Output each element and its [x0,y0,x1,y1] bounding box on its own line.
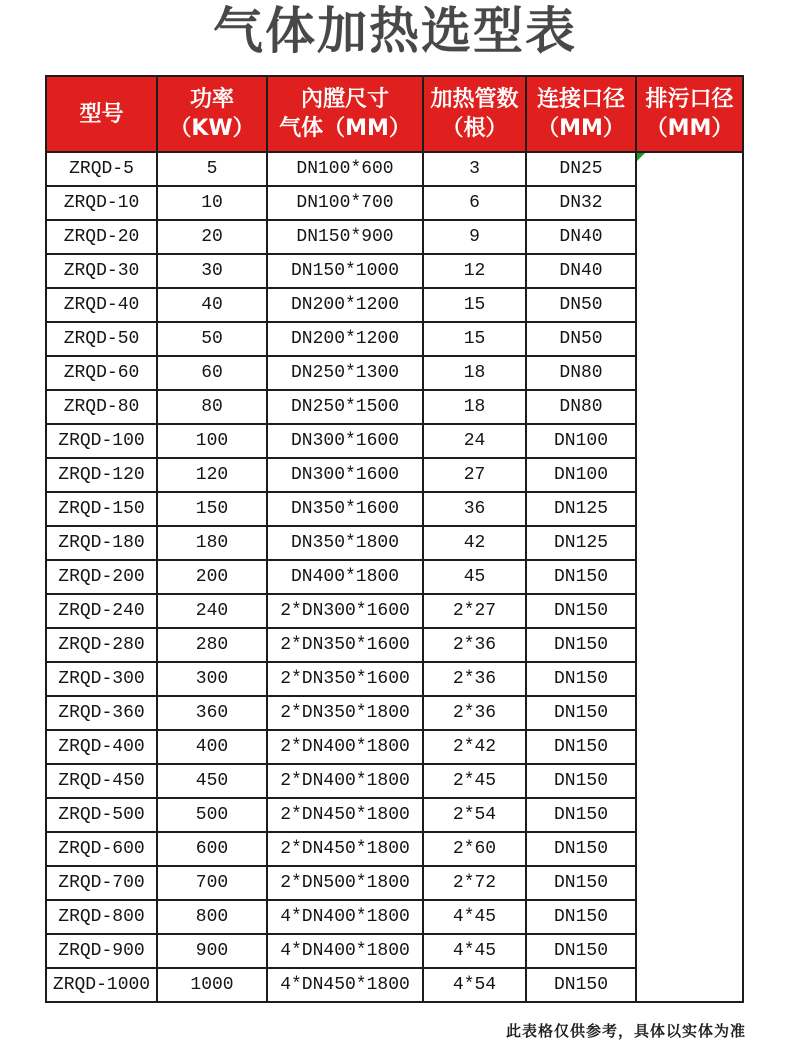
connection-diameter-cell: DN80 [526,356,636,390]
model-cell: ZRQD-100 [46,424,157,458]
header-connection-diameter [526,76,636,152]
power-cell: 450 [157,764,267,798]
connection-diameter-cell: DN150 [526,866,636,900]
connection-diameter-cell: DN50 [526,322,636,356]
tube-count-cell: 18 [423,356,526,390]
model-cell: ZRQD-900 [46,934,157,968]
power-cell: 800 [157,900,267,934]
power-cell: 280 [157,628,267,662]
model-cell: ZRQD-700 [46,866,157,900]
model-cell: ZRQD-240 [46,594,157,628]
tube-count-cell: 2*27 [423,594,526,628]
tube-count-cell: 15 [423,288,526,322]
connection-diameter-cell: DN40 [526,254,636,288]
model-cell: ZRQD-280 [46,628,157,662]
power-cell: 400 [157,730,267,764]
chamber-size-cell: 4*DN450*1800 [267,968,423,1002]
chamber-size-cell: DN350*1600 [267,492,423,526]
connection-diameter-cell: DN150 [526,696,636,730]
header-line: 气体（MM） [279,116,411,141]
connection-diameter-cell: DN150 [526,934,636,968]
tube-count-cell: 2*72 [423,866,526,900]
tube-count-cell: 45 [423,560,526,594]
model-cell: ZRQD-150 [46,492,157,526]
power-cell: 20 [157,220,267,254]
connection-diameter-cell: DN100 [526,424,636,458]
connection-diameter-cell: DN150 [526,662,636,696]
tube-count-cell: 24 [423,424,526,458]
gas-heater-selection-table [45,75,744,1003]
model-cell: ZRQD-120 [46,458,157,492]
tube-count-cell: 4*54 [423,968,526,1002]
model-cell: ZRQD-30 [46,254,157,288]
tube-count-cell: 4*45 [423,934,526,968]
connection-diameter-cell: DN150 [526,560,636,594]
tube-count-cell: 36 [423,492,526,526]
table-row [46,152,743,186]
power-cell: 500 [157,798,267,832]
model-cell: ZRQD-450 [46,764,157,798]
chamber-size-cell: 2*DN400*1800 [267,764,423,798]
chamber-size-cell: 2*DN450*1800 [267,832,423,866]
header-line: 功率 [189,87,234,112]
power-cell: 150 [157,492,267,526]
connection-diameter-cell: DN125 [526,492,636,526]
header-row [46,76,743,152]
tube-count-cell: 2*36 [423,662,526,696]
connection-diameter-cell: DN80 [526,390,636,424]
page-title: 气体加热选型表 [213,2,577,60]
connection-diameter-cell: DN40 [526,220,636,254]
header-line: （MM） [645,116,734,141]
model-cell: ZRQD-800 [46,900,157,934]
tube-count-cell: 12 [423,254,526,288]
chamber-size-cell: DN250*1300 [267,356,423,390]
power-cell: 5 [157,152,267,186]
header-line: 连接口径 [536,87,625,112]
connection-diameter-cell: DN150 [526,832,636,866]
tube-count-cell: 4*45 [423,900,526,934]
model-cell: ZRQD-600 [46,832,157,866]
tube-count-cell: 2*60 [423,832,526,866]
chamber-size-cell: DN300*1600 [267,458,423,492]
chamber-size-cell: DN250*1500 [267,390,423,424]
model-cell: ZRQD-60 [46,356,157,390]
connection-diameter-cell: DN50 [526,288,636,322]
table-header [46,76,743,152]
header-line: （KW） [169,116,255,141]
power-cell: 360 [157,696,267,730]
chamber-size-cell: 2*DN350*1600 [267,628,423,662]
connection-diameter-cell: DN150 [526,730,636,764]
header-chamber-size [267,76,423,152]
chamber-size-cell: DN200*1200 [267,322,423,356]
chamber-size-cell: 2*DN350*1800 [267,696,423,730]
model-cell: ZRQD-180 [46,526,157,560]
power-cell: 50 [157,322,267,356]
header-power [157,76,267,152]
power-cell: 1000 [157,968,267,1002]
connection-diameter-cell: DN150 [526,798,636,832]
header-line: （根） [441,116,508,141]
power-cell: 180 [157,526,267,560]
header-line: 內膛尺寸 [300,87,389,112]
connection-diameter-cell: DN150 [526,628,636,662]
connection-diameter-cell: DN100 [526,458,636,492]
connection-diameter-cell: DN125 [526,526,636,560]
chamber-size-cell: DN150*1000 [267,254,423,288]
power-cell: 10 [157,186,267,220]
connection-diameter-cell: DN32 [526,186,636,220]
tube-count-cell: 2*45 [423,764,526,798]
chamber-size-cell: 4*DN400*1800 [267,900,423,934]
tube-count-cell: 3 [423,152,526,186]
connection-diameter-cell: DN150 [526,764,636,798]
model-cell: ZRQD-40 [46,288,157,322]
chamber-size-cell: DN350*1800 [267,526,423,560]
model-cell: ZRQD-360 [46,696,157,730]
cell-corner-marker-icon [637,153,645,161]
tube-count-cell: 2*54 [423,798,526,832]
drain-diameter-cell [636,152,743,1002]
power-cell: 600 [157,832,267,866]
connection-diameter-cell: DN150 [526,594,636,628]
chamber-size-cell: 2*DN350*1600 [267,662,423,696]
model-cell: ZRQD-400 [46,730,157,764]
chamber-size-cell: DN100*700 [267,186,423,220]
header-line: 排污口径 [645,87,734,112]
chamber-size-cell: 2*DN500*1800 [267,866,423,900]
power-cell: 120 [157,458,267,492]
power-cell: 240 [157,594,267,628]
chamber-size-cell: 2*DN400*1800 [267,730,423,764]
connection-diameter-cell: DN150 [526,900,636,934]
chamber-size-cell: 2*DN450*1800 [267,798,423,832]
chamber-size-cell: 2*DN300*1600 [267,594,423,628]
header-line: 加热管数 [430,87,519,112]
header-drain-diameter [636,76,743,152]
connection-diameter-cell: DN150 [526,968,636,1002]
tube-count-cell: 27 [423,458,526,492]
power-cell: 100 [157,424,267,458]
power-cell: 200 [157,560,267,594]
power-cell: 80 [157,390,267,424]
model-cell: ZRQD-10 [46,186,157,220]
tube-count-cell: 6 [423,186,526,220]
tube-count-cell: 2*42 [423,730,526,764]
chamber-size-cell: DN150*900 [267,220,423,254]
model-cell: ZRQD-50 [46,322,157,356]
chamber-size-cell: DN200*1200 [267,288,423,322]
tube-count-cell: 42 [423,526,526,560]
table-body [46,152,743,1002]
power-cell: 30 [157,254,267,288]
tube-count-cell: 9 [423,220,526,254]
chamber-size-cell: DN300*1600 [267,424,423,458]
model-cell: ZRQD-20 [46,220,157,254]
chamber-size-cell: DN100*600 [267,152,423,186]
tube-count-cell: 2*36 [423,628,526,662]
header-model [46,76,157,152]
model-cell: ZRQD-300 [46,662,157,696]
model-cell: ZRQD-1000 [46,968,157,1002]
model-cell: ZRQD-80 [46,390,157,424]
header-tube-count [423,76,526,152]
connection-diameter-cell: DN25 [526,152,636,186]
power-cell: 300 [157,662,267,696]
model-cell: ZRQD-200 [46,560,157,594]
tube-count-cell: 2*36 [423,696,526,730]
power-cell: 40 [157,288,267,322]
tube-count-cell: 18 [423,390,526,424]
model-cell: ZRQD-5 [46,152,157,186]
tube-count-cell: 15 [423,322,526,356]
power-cell: 700 [157,866,267,900]
power-cell: 60 [157,356,267,390]
header-line: 型号 [79,101,124,127]
chamber-size-cell: DN400*1800 [267,560,423,594]
header-line: （MM） [537,116,625,141]
power-cell: 900 [157,934,267,968]
model-cell: ZRQD-500 [46,798,157,832]
footnote: 此表格仅供参考，具体以实体为准 [505,1022,746,1040]
chamber-size-cell: 4*DN400*1800 [267,934,423,968]
